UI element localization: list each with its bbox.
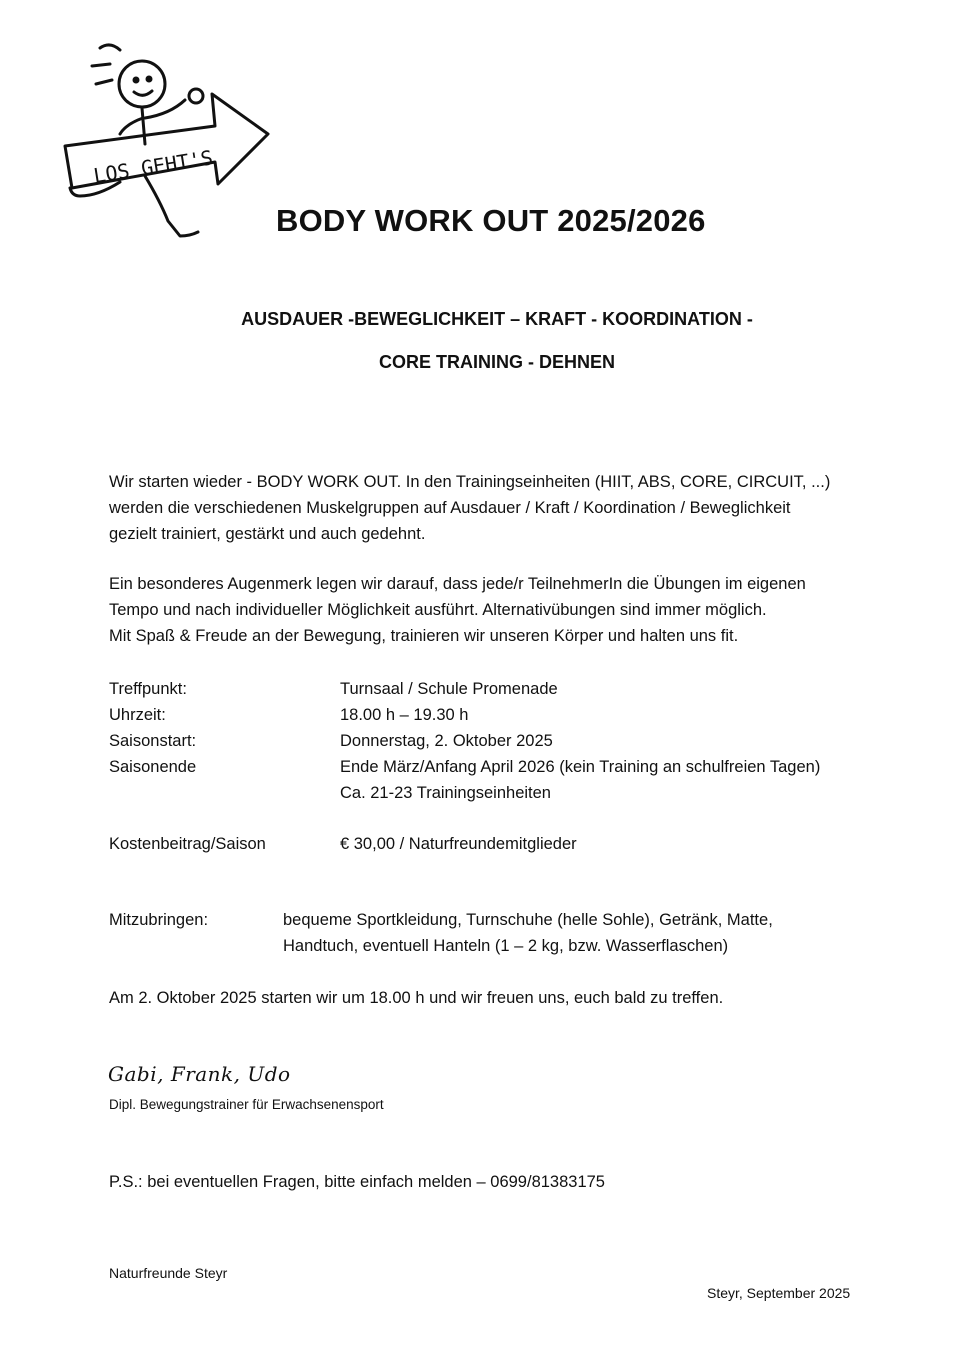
kosten-value: € 30,00 / Naturfreundemitglieder [340,835,577,853]
text-line: Mit Spaß & Freude an der Bewegung, trainieren wir unseren Körper und halten uns fit. [109,627,739,645]
page-title: BODY WORK OUT 2025/2026 [276,203,706,238]
uhrzeit-value: 18.00 h – 19.30 h [340,706,469,724]
treffpunkt-label: Treffpunkt: [109,680,187,698]
saisonende-value: Ende März/Anfang April 2026 (kein Training an schulfreien Tagen) [340,758,821,776]
saisonende-label: Saisonende [109,758,197,776]
intro-paragraph [109,469,909,547]
uhrzeit-label: Uhrzeit: [109,706,166,724]
subtitle-line-2: CORE TRAINING - DEHNEN [378,352,615,372]
stick-figure-arrow-icon [50,36,280,251]
subtitle-line-1: AUSDAUER -BEWEGLICHKEIT – KRAFT - KOORDINATION - [241,309,753,329]
text-line: Wir starten wieder - BODY WORK OUT. In den Trainingseinheiten (HIIT, ABS, CORE, CIRCUIT, ...) [109,473,831,491]
closing-sentence: Am 2. Oktober 2025 starten wir um 18.00 h und wir freuen uns, euch bald zu treffen. [109,989,724,1007]
saisonende-note: Ca. 21-23 Trainingseinheiten [340,784,551,802]
kosten-label: Kostenbeitrag/Saison [109,835,266,853]
text-line: gezielt trainiert, gestärkt und auch gedehnt. [109,525,426,543]
text-line: werden die verschiedenen Muskelgruppen auf Ausdauer / Kraft / Koordination / Beweglichkeit [109,499,791,517]
treffpunkt-value: Turnsaal / Schule Promenade [340,680,558,698]
text-line: bequeme Sportkleidung, Turnschuhe (helle Sohle), Getränk, Matte, [283,911,773,929]
mitzubringen-value [283,907,773,959]
place-date: Steyr, September 2025 [707,1285,851,1301]
text-line: Handtuch, eventuell Hanteln (1 – 2 kg, bzw. Wasserflaschen) [283,937,729,955]
signature: Gabi, Frank, Udo [108,1062,291,1086]
text-line: Ein besonderes Augenmerk legen wir darauf, dass jede/r TeilnehmerIn die Übungen im eigenen [109,575,806,593]
text-line: Tempo und nach individueller Möglichkeit ausführt. Alternativübungen sind immer möglich. [109,601,767,619]
saisonstart-label: Saisonstart: [109,732,197,750]
postscript: P.S.: bei eventuellen Fragen, bitte einfach melden – 0699/81383175 [109,1173,605,1191]
logo-text: LOS GEHT'S [91,145,215,188]
trainer-title: Dipl. Bewegungstrainer für Erwachsenensport [109,1097,384,1112]
organization-name: Naturfreunde Steyr [109,1265,228,1281]
los-gehts-logo [50,36,280,251]
saisonstart-value: Donnerstag, 2. Oktober 2025 [340,732,553,750]
mitzubringen-label: Mitzubringen: [109,911,209,929]
focus-paragraph [109,571,909,649]
